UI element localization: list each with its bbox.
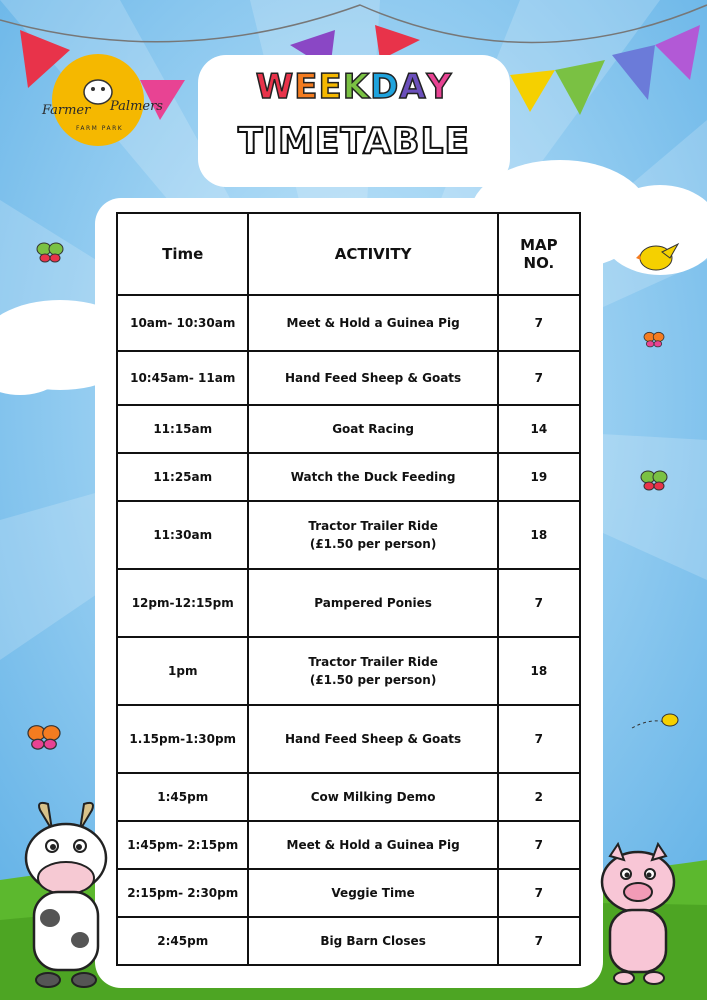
table-row — [117, 501, 580, 569]
cell-map-no: 7 — [498, 351, 580, 405]
activity-text: Goat Racing — [332, 422, 414, 436]
activity-text: Hand Feed Sheep & Goats — [285, 732, 462, 746]
cell-activity — [248, 869, 497, 917]
table-row — [117, 405, 580, 453]
cell-time: 10am- 10:30am — [117, 295, 248, 351]
activity-text: Tractor Trailer Ride — [308, 519, 438, 533]
logo-tagline: FARM PARK — [76, 125, 124, 132]
logo-text-1: Farmer — [42, 103, 91, 118]
activity-text: Meet & Hold a Guinea Pig — [286, 316, 460, 330]
cow-character — [0, 800, 130, 990]
activity-note: (£1.50 per person) — [309, 673, 437, 687]
table-row — [117, 821, 580, 869]
title-letter: Y — [426, 67, 453, 107]
table-row — [117, 569, 580, 637]
activity-text: Hand Feed Sheep & Goats — [285, 371, 462, 385]
activity-text: Veggie Time — [331, 886, 415, 900]
title-box — [198, 55, 510, 187]
cell-time: 11:30am — [117, 501, 248, 569]
activity-text: Watch the Duck Feeding — [290, 470, 456, 484]
cell-activity — [248, 405, 497, 453]
cell-map-no: 7 — [498, 295, 580, 351]
cell-activity — [248, 453, 497, 501]
cell-activity — [248, 773, 497, 821]
activity-text: Pampered Ponies — [314, 596, 432, 610]
cell-map-no: 18 — [498, 637, 580, 705]
cell-time: 2:15pm- 2:30pm — [117, 869, 248, 917]
title-weekday — [198, 67, 510, 107]
butterfly-icon — [26, 722, 62, 754]
title-letter: D — [370, 67, 400, 107]
cell-map-no: 14 — [498, 405, 580, 453]
cell-map-no: 19 — [498, 453, 580, 501]
title-letter: W — [255, 67, 295, 107]
cell-time: 11:25am — [117, 453, 248, 501]
cell-time: 1pm — [117, 637, 248, 705]
table-header-row — [117, 213, 580, 295]
title-letter: K — [342, 67, 371, 107]
activity-text: Tractor Trailer Ride — [308, 655, 438, 669]
pig-character — [584, 842, 696, 987]
farm-logo — [40, 52, 170, 148]
timetable-table — [116, 212, 581, 966]
cell-activity — [248, 569, 497, 637]
cell-map-no: 7 — [498, 705, 580, 773]
cell-activity — [248, 637, 497, 705]
table-row — [117, 351, 580, 405]
title-timetable: TIMETABLE — [238, 121, 470, 162]
activity-note: (£1.50 per person) — [309, 537, 437, 551]
table-row — [117, 917, 580, 965]
cell-map-no: 7 — [498, 569, 580, 637]
cell-map-no: 7 — [498, 917, 580, 965]
cell-time: 2:45pm — [117, 917, 248, 965]
bee-icon — [630, 708, 680, 734]
table-row — [117, 295, 580, 351]
cell-activity — [248, 821, 497, 869]
cell-activity — [248, 501, 497, 569]
cell-time: 12pm-12:15pm — [117, 569, 248, 637]
table-row — [117, 705, 580, 773]
activity-text: Big Barn Closes — [320, 934, 426, 948]
butterfly-icon — [640, 468, 668, 494]
cell-activity — [248, 351, 497, 405]
cell-activity — [248, 295, 497, 351]
activity-text: Meet & Hold a Guinea Pig — [286, 838, 460, 852]
cell-time: 1:45pm — [117, 773, 248, 821]
cell-time: 1.15pm-1:30pm — [117, 705, 248, 773]
activity-text: Cow Milking Demo — [310, 790, 436, 804]
table-row — [117, 773, 580, 821]
cell-time: 11:15am — [117, 405, 248, 453]
cell-map-no: 7 — [498, 821, 580, 869]
butterfly-icon — [36, 240, 64, 266]
cell-time: 10:45am- 11am — [117, 351, 248, 405]
title-letter: E — [318, 67, 343, 107]
cell-map-no: 2 — [498, 773, 580, 821]
header-activity: ACTIVITY — [248, 213, 497, 295]
table-row — [117, 637, 580, 705]
title-letter: E — [294, 67, 319, 107]
cell-activity — [248, 705, 497, 773]
cell-map-no: 18 — [498, 501, 580, 569]
bird-icon — [636, 238, 682, 274]
title-letter: A — [399, 67, 427, 107]
cell-activity — [248, 917, 497, 965]
header-time: Time — [117, 213, 248, 295]
table-row — [117, 453, 580, 501]
cell-time: 1:45pm- 2:15pm — [117, 821, 248, 869]
logo-text-2: Palmers — [110, 99, 163, 114]
cell-map-no: 7 — [498, 869, 580, 917]
header-map-no: MAP NO. — [498, 213, 580, 295]
table-row — [117, 869, 580, 917]
butterfly-icon — [642, 330, 666, 350]
